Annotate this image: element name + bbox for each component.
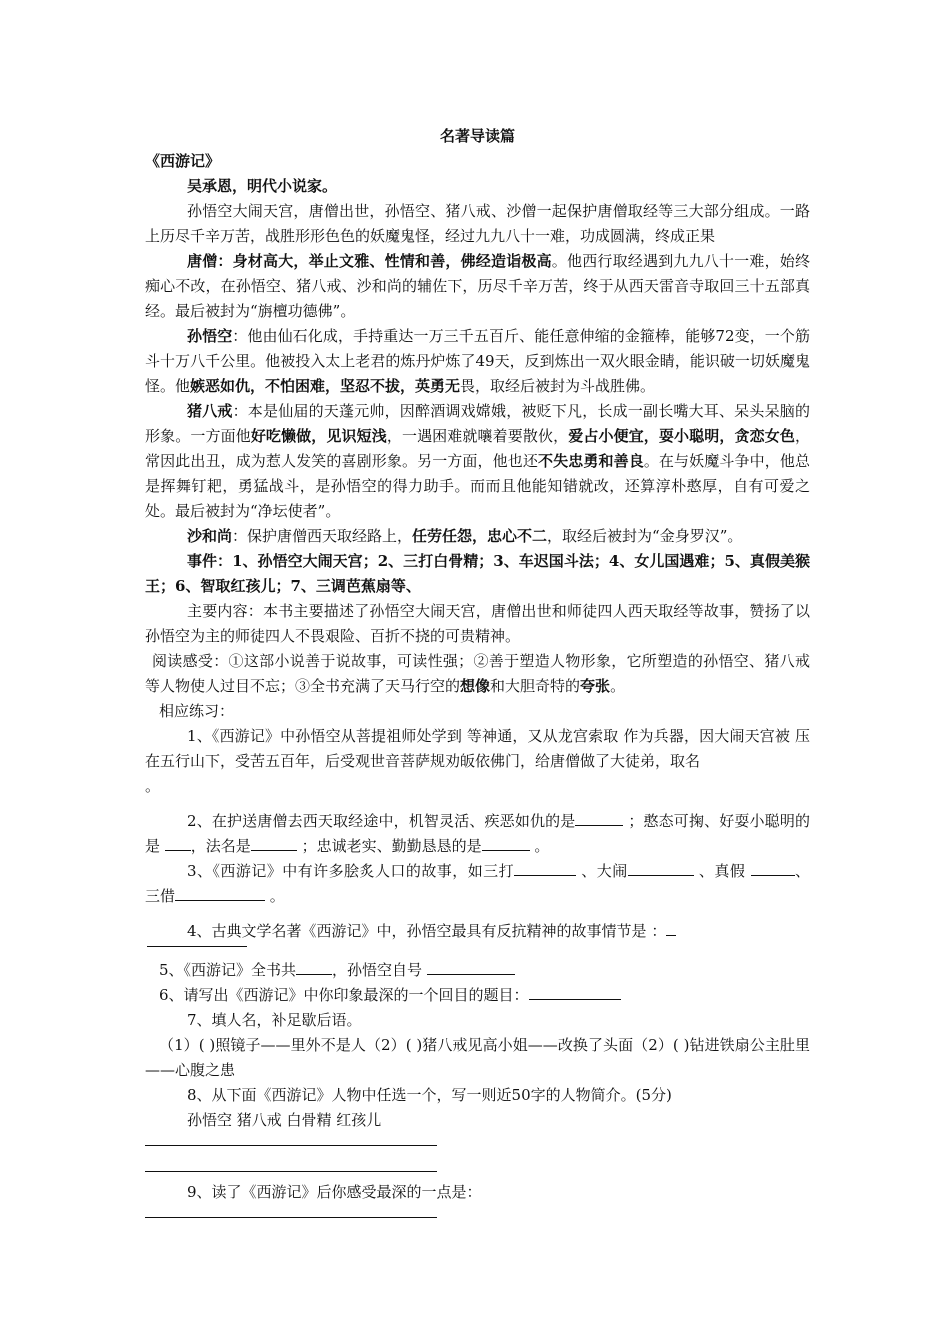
answer-line-area bbox=[145, 944, 810, 958]
events-text: 事件：1、孙悟空大闹天宫；2、三打白骨精；3、车迟国斗法；4、女儿国遇难；5、真假美猴王；6、智取红孩儿；7、三调芭蕉扇等、 bbox=[145, 552, 810, 595]
question-8-names: 孙悟空 猪八戒 白骨精 红孩儿 bbox=[187, 1111, 382, 1129]
answer-blank[interactable] bbox=[514, 860, 576, 876]
bajie-b1: 好吃懒做，见识短浅 bbox=[250, 427, 387, 445]
answer-line[interactable] bbox=[145, 1159, 437, 1172]
main-content-paragraph: 主要内容：本书主要描述了孙悟空大闹天宫，唐僧出世和师徒四人西天取经等故事，赞扬了以孙悟空为主的师徒四人不畏艰险、百折不挠的可贵精神。 bbox=[145, 602, 810, 645]
answer-line[interactable] bbox=[145, 1133, 437, 1146]
bajie-t1: ：本是仙届的天蓬元帅，因醉酒调戏嫦娥，被贬下凡，长成一副长嘴大耳、呆头呆脑的形象。一方面他 bbox=[145, 402, 810, 445]
summary-paragraph: 孙悟空大闹天宫，唐僧出世，孙悟空、猪八戒、沙僧一起保护唐僧取经等三大部分组成。一路上历尽千辛万苦，战胜形形色色的妖魔鬼怪，经过九九八十一难，功成圆满，终成正果 bbox=[145, 202, 810, 245]
answer-blank[interactable] bbox=[296, 959, 332, 975]
question-2-part-d: ；忠诚老实、勤勤恳恳的是 bbox=[301, 837, 482, 855]
feeling-t1: 阅读感受：①这部小说善于说故事，可读性强；②善于塑造人物形象，它所塑造的孙悟空、猪八戒等人物使人过目不忘；③全书充满了天马行空的 bbox=[145, 652, 810, 695]
question-1-end: 。 bbox=[145, 777, 161, 795]
bajie-t4: 。在与妖魔斗争中，他总是挥舞钉耙，勇猛战斗，是孙悟空的得力助手。而而且他能知错就改，还算淳朴憨厚，自有可爱之处。最后被封为“净坛使者”。 bbox=[145, 452, 810, 520]
answer-blank[interactable] bbox=[251, 835, 297, 851]
question-1-text: 1、《西游记》中孙悟空从菩提祖师处学到 等神通，又从龙宫索取 作为兵器，因大闹天宫被 压在五行山下，受苦五百年，后受观世音菩萨规劝皈依佛门，给唐僧做了大徒弟，取名 bbox=[145, 727, 810, 770]
answer-blank[interactable] bbox=[175, 885, 265, 901]
exercise-heading: 相应练习： bbox=[159, 702, 235, 720]
answer-blank[interactable] bbox=[628, 860, 694, 876]
question-3-part-a: 3、《西游记》中有许多脍炙人口的故事，如三打 bbox=[187, 862, 515, 880]
tangseng-paragraph bbox=[145, 249, 810, 324]
answer-blank[interactable] bbox=[666, 920, 676, 936]
answer-blank[interactable] bbox=[427, 959, 515, 975]
answer-blank[interactable] bbox=[147, 936, 247, 947]
shaseng-t1: ：保护唐僧西天取经路上， bbox=[232, 527, 413, 545]
answer-blank[interactable] bbox=[529, 984, 621, 1000]
shaseng-paragraph bbox=[145, 524, 810, 549]
book-title bbox=[145, 149, 810, 174]
answer-blank[interactable] bbox=[575, 810, 623, 826]
bajie-t2: ，一遇困难就嚷着要散伙， bbox=[386, 427, 569, 445]
bajie-t3: ，常因此出丑，成为惹人发笑的喜剧形象。另一方面，他也还 bbox=[145, 427, 810, 470]
wukong-text2: 畏，取经后被封为斗战胜佛。 bbox=[460, 377, 656, 395]
feeling-paragraph bbox=[145, 649, 810, 699]
question-5-part-a: 5、《西游记》全书共 bbox=[159, 961, 297, 979]
book-title-text: 《西游记》 bbox=[145, 152, 221, 170]
bajie-b2: 爱占小便宜，耍小聪明，贪恋女色 bbox=[568, 427, 795, 445]
tangseng-label: 唐僧： bbox=[187, 252, 233, 270]
question-7: 7、填人名，补足歇后语。 bbox=[187, 1011, 362, 1029]
feeling-t2: 和大胆奇特的 bbox=[490, 677, 581, 695]
wukong-bold: 嫉恶如仇，不怕困难，坚忍不拔，英勇无 bbox=[190, 377, 461, 395]
tangseng-bold: 身材高大，举止文雅、性情和善，佛经造诣极高 bbox=[232, 252, 552, 270]
question-7-items: （1）( )照镜子——里外不是人（2）( )猪八戒见高小姐——改换了头面（2）( )钻进铁扇公主肚里——心腹之患 bbox=[145, 1036, 810, 1079]
answer-line[interactable] bbox=[145, 1205, 437, 1218]
feeling-b1: 想像 bbox=[460, 677, 491, 695]
question-4-text: 4、古典文学名著《西游记》中，孙悟空最具有反抗精神的故事情节是 ： bbox=[187, 922, 667, 940]
wukong-text1: ：他由仙石化成，手持重达一万三千五百斤、能任意伸缩的金箍棒，能够72变，一个筋斗十万八千公里。他被投入太上老君的炼丹炉炼了49天，反到炼出一双火眼金睛，能识破一切妖魔鬼怪。他 bbox=[145, 327, 810, 395]
question-5 bbox=[145, 958, 810, 983]
question-2-part-a: 2、在护送唐僧去西天取经途中，机智灵活、疾恶如仇的是 bbox=[187, 812, 576, 830]
question-1 bbox=[145, 724, 810, 799]
question-3-part-e: 。 bbox=[269, 887, 285, 905]
question-2-part-b: ；憨态可掬、好耍小聪明的是 bbox=[145, 812, 810, 855]
events-paragraph bbox=[145, 549, 810, 599]
feeling-b2: 夸张 bbox=[580, 677, 611, 695]
bajie-b3: 不失忠勇和善良 bbox=[538, 452, 644, 470]
shaseng-label: 沙和尚 bbox=[187, 527, 233, 545]
question-2-part-c: ，法名是 bbox=[190, 837, 251, 855]
question-3-part-c: 、真假 bbox=[698, 862, 746, 880]
shaseng-t2: ，取经后被封为“金身罗汉”。 bbox=[547, 527, 743, 545]
question-6 bbox=[145, 983, 810, 1008]
question-2-part-e: 。 bbox=[534, 837, 550, 855]
feeling-t3: 。 bbox=[610, 677, 626, 695]
author-text: 吴承恩，明代小说家。 bbox=[187, 177, 338, 195]
question-3-part-b: 、大闹 bbox=[581, 862, 628, 880]
tangseng-text: 。他西行取经遇到九九八十一难，始终痴心不改，在孙悟空、猪八戒、沙和尚的辅佐下，历尽千辛万苦，终于从西天雷音寺取回三十五部真经。最后被封为“旃檀功德佛”。 bbox=[145, 252, 810, 320]
answer-blank[interactable] bbox=[482, 835, 530, 851]
question-6-text: 6、请写出《西游记》中你印象最深的一个回目的题目： bbox=[159, 986, 529, 1004]
wukong-label: 孙悟空 bbox=[187, 327, 233, 345]
question-8: 8、从下面《西游记》人物中任选一个，写一则近50字的人物简介。(5分) bbox=[187, 1086, 672, 1104]
author-line bbox=[145, 174, 810, 199]
wukong-paragraph bbox=[145, 324, 810, 399]
question-9: 9、读了《西游记》后你感受最深的一点是： bbox=[187, 1183, 482, 1201]
question-3-part-d: 、三借 bbox=[145, 862, 810, 905]
question-3 bbox=[145, 859, 810, 909]
answer-blank[interactable] bbox=[751, 860, 795, 876]
question-5-part-b: ，孙悟空自号 bbox=[332, 961, 423, 979]
bajie-label: 猪八戒 bbox=[187, 402, 233, 420]
bajie-paragraph bbox=[145, 399, 810, 524]
answer-blank[interactable] bbox=[165, 835, 191, 851]
shaseng-b1: 任劳任怨，忠心不二 bbox=[412, 527, 548, 545]
document-page bbox=[145, 124, 810, 1218]
question-2 bbox=[145, 809, 810, 859]
page-title: 名著导读篇 bbox=[439, 127, 515, 145]
